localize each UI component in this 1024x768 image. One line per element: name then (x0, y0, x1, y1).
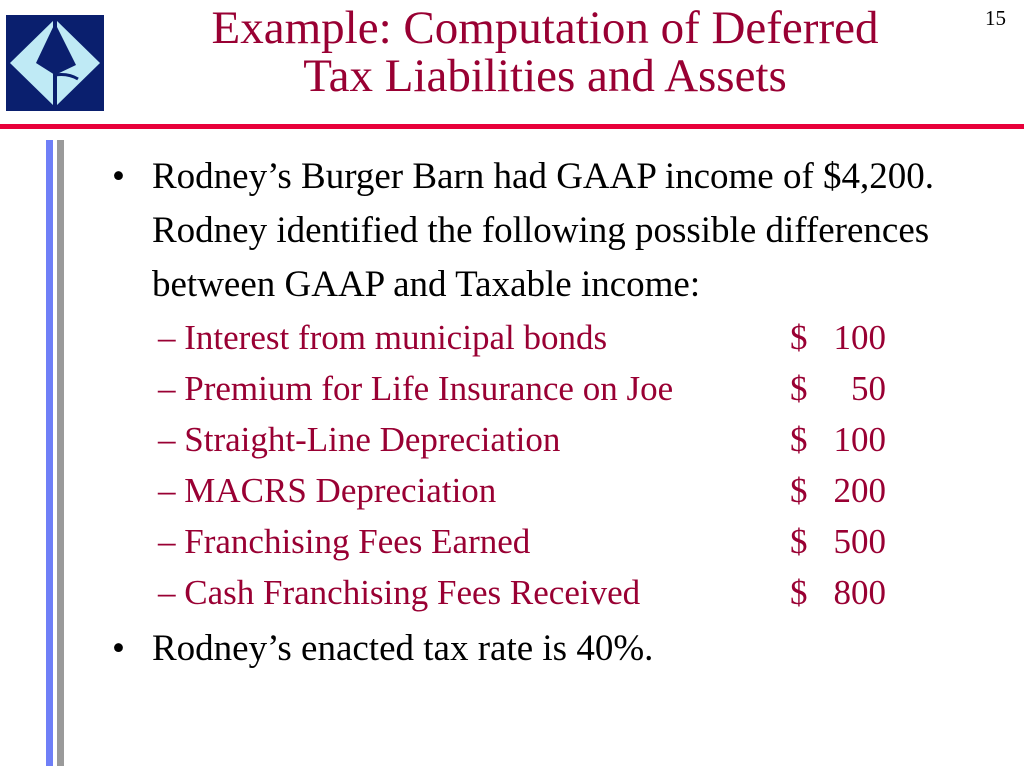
item-label: – Cash Franchising Fees Received (158, 573, 641, 612)
item-currency: $ (790, 369, 808, 408)
bullet-tax-rate-text: Rodney’s enacted tax rate is 40%. (152, 628, 654, 669)
item-amount: 800 (833, 573, 886, 612)
item-amount: 100 (833, 318, 886, 357)
item-label: – Franchising Fees Earned (158, 522, 531, 561)
title-divider (0, 124, 1024, 129)
item-currency: $ (790, 471, 808, 510)
difference-list (108, 312, 1008, 618)
item-amount: 500 (833, 522, 886, 561)
list-item (158, 414, 1008, 465)
item-label: – Straight-Line Depreciation (158, 420, 561, 459)
page-number: 15 (985, 6, 1006, 30)
bullet-intro-text: Rodney’s Burger Barn had GAAP income of $4,200. Rodney identified the following possible differences between GAAP and Taxable income: (152, 156, 935, 305)
item-label: – MACRS Depreciation (158, 471, 497, 510)
item-currency: $ (790, 420, 808, 459)
list-item (158, 465, 1008, 516)
list-item (158, 567, 1008, 618)
bullet-tax-rate (108, 622, 1008, 676)
item-label: – Interest from municipal bonds (158, 318, 608, 357)
slide-title-line-2: Tax Liabilities and Assets (303, 50, 787, 102)
left-accent-bar-blue (46, 140, 53, 766)
item-amount: 50 (851, 369, 886, 408)
item-amount: 100 (833, 420, 886, 459)
left-accent-bar-gray (57, 140, 64, 766)
bullet-intro (108, 150, 1008, 312)
list-item (158, 516, 1008, 567)
bullet-dot: • (112, 628, 125, 669)
item-currency: $ (790, 522, 808, 561)
slide-title (110, 4, 980, 100)
diamond-sail-logo-icon (6, 15, 104, 111)
list-item (158, 312, 1008, 363)
list-item (158, 363, 1008, 414)
slide-title-line-1: Example: Computation of Deferred (211, 2, 879, 54)
item-currency: $ (790, 318, 808, 357)
item-amount: 200 (833, 471, 886, 510)
item-label: – Premium for Life Insurance on Joe (158, 369, 674, 408)
item-currency: $ (790, 573, 808, 612)
bullet-dot: • (112, 156, 125, 197)
bullet-list (108, 150, 1008, 676)
